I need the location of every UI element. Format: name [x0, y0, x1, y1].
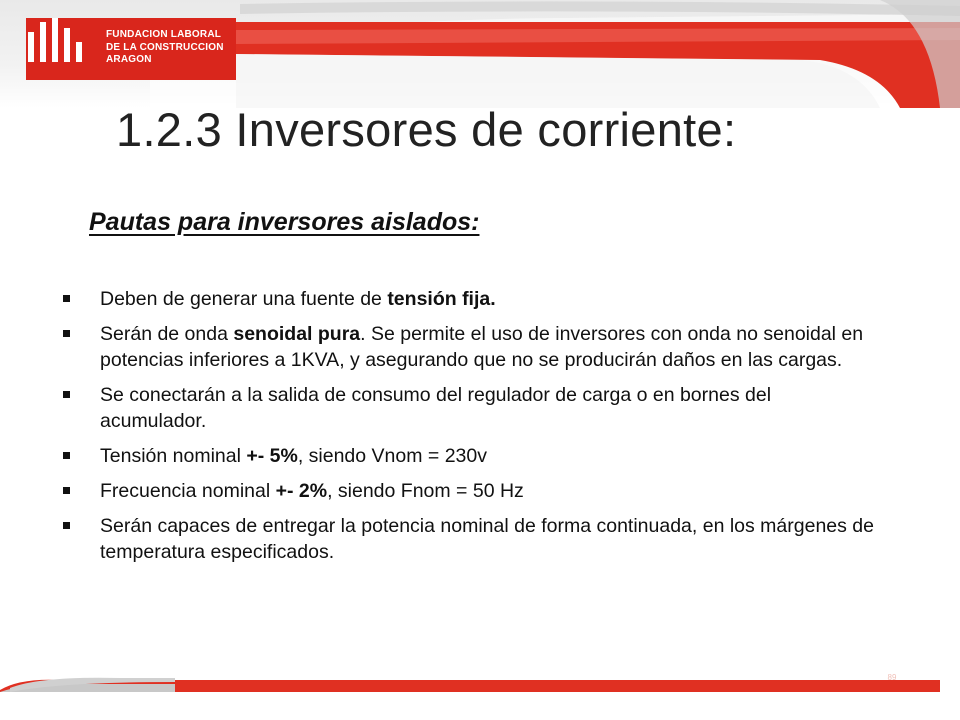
bullet-text [100, 288, 496, 310]
page-number: 89 [887, 673, 897, 682]
bullet-text-bold: +- 5% [246, 445, 298, 467]
bullet-text [100, 515, 874, 563]
bullet-item [60, 382, 880, 434]
footer-banner [0, 672, 960, 720]
bullet-item [60, 321, 880, 373]
logo-line: FUNDACION LABORAL [106, 29, 222, 40]
bullet-item [60, 443, 880, 469]
bullet-text-run: Deben de generar una fuente de [100, 288, 388, 310]
bullet-text-run: Se conectarán a la salida de consumo del regulador de carga o en bornes del acumulador. [100, 384, 772, 432]
bullet-text-run: Serán capaces de entregar la potencia nominal de forma continuada, en los márgenes de temperatura especificados. [100, 515, 874, 563]
square-bullet-icon [63, 295, 70, 302]
header-banner [0, 0, 960, 108]
bullet-text-run: Frecuencia nominal [100, 480, 276, 502]
square-bullet-icon [63, 522, 70, 529]
footer-swoosh-graphic [0, 672, 960, 720]
logo-line: ARAGON [106, 54, 152, 65]
bullet-text [100, 384, 771, 432]
bullet-text-bold: senoidal pura [233, 323, 361, 345]
bullet-text [100, 445, 487, 467]
bullet-text-run: Tensión nominal [100, 445, 247, 467]
bullet-list [60, 286, 880, 574]
bullet-text-run: , siendo Fnom = 50 Hz [327, 480, 524, 502]
bullet-text-run: . Se permite el uso de inversores con onda no senoidal en potencias inferiores a 1KVA, y asegurando que no se producirán daños en las cargas. [100, 323, 864, 371]
bullet-text-run: , siendo Vnom = 230v [297, 445, 487, 467]
square-bullet-icon [63, 452, 70, 459]
logo-text [106, 29, 224, 67]
bullet-text [100, 480, 524, 502]
bullet-item [60, 478, 880, 504]
logo [26, 18, 236, 80]
bullet-text-bold: tensión fija. [387, 288, 496, 310]
square-bullet-icon [63, 330, 70, 337]
bullet-text-run: Serán de onda [100, 323, 234, 345]
bullet-item [60, 513, 880, 565]
square-bullet-icon [63, 487, 70, 494]
bullet-text-bold: +- 2% [275, 480, 328, 502]
square-bullet-icon [63, 391, 70, 398]
bullet-item [60, 286, 880, 312]
slide-subtitle: Pautas para inversores aislados: [89, 208, 480, 236]
logo-bars-icon [26, 18, 82, 62]
slide-title: 1.2.3 Inversores de corriente: [116, 103, 737, 156]
logo-line: DE LA CONSTRUCCION [106, 41, 224, 53]
bullet-text [100, 323, 863, 371]
